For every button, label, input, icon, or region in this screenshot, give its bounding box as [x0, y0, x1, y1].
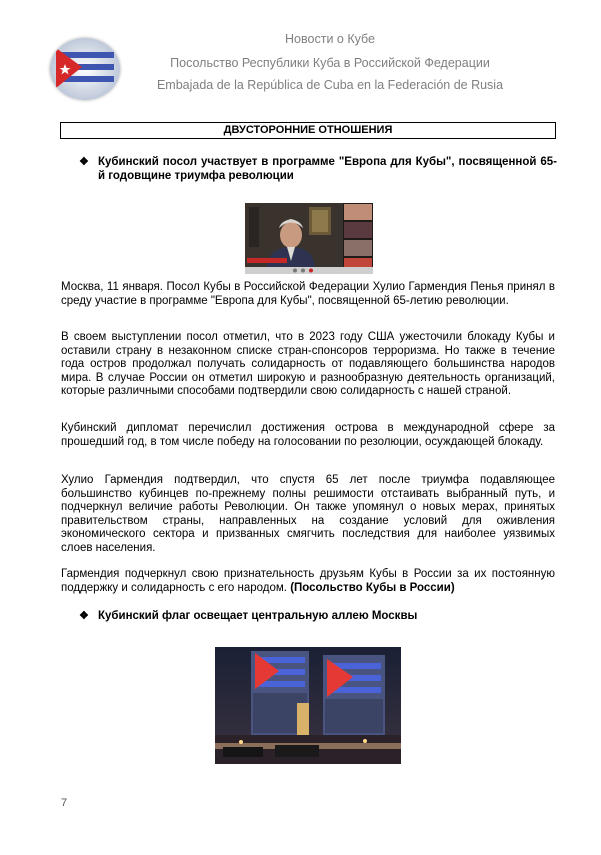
- paragraph-2: В своем выступлении посол отметил, что в 2023 году США ужесточили блокаду Кубы и оставили страну в незаконном списке стран-спонсоров терроризма. Но также в течение года остров продолжал получать солидарность от подавляющего большинства народов мира. В случае России он отметил широкую и разнообразную деятельность организаций, которые различными способами подтвердили свою солидарность с нашей страной.: [61, 331, 555, 397]
- article-2-headline: Кубинский флаг освещает центральную аллею Москвы: [98, 610, 418, 622]
- header-embassy-ru: Посольство Республики Куба в Российской Федерации: [170, 56, 490, 70]
- header-title: Новости о Кубе: [285, 32, 375, 46]
- article-1-headline: Кубинский посол участвует в программе "Европа для Кубы", посвященной 65-й годовщине триумфа революции: [98, 156, 557, 182]
- paragraph-3: Кубинский дипломат перечислил достижения острова в международной сфере за прошедший год, в том числе победу на голосовании по резолюции, осуждающей блокаду.: [61, 422, 555, 448]
- article-1-headline-row: [79, 155, 557, 183]
- article-2-headline-row: [79, 609, 557, 623]
- paragraph-5: [61, 568, 555, 595]
- bullet-icon: ❖: [79, 610, 89, 622]
- embassy-logo: [50, 38, 120, 100]
- paragraph-1: Москва, 11 января. Посол Кубы в Российской Федерации Хулио Гармендия Пенья принял в среду участие в программе "Европа для Кубы", посвященной 65-летию революции.: [61, 281, 555, 307]
- article-1-source: (Посольство Кубы в России): [290, 581, 455, 594]
- flag-building-photo: [215, 647, 401, 764]
- paragraph-4: Хулио Гармендия подтвердил, что спустя 65 лет после триумфа подавляющее большинство кубинцев по-прежнему полны решимости отстаивать выбранный путь, и подчеркнул величие работы Революции. Он также упомянул о новых мерах, принятых правительством страны, направленных на создание условий для оживления экономического сектора и призванных смягчить последствия для наиболее уязвимых слоев населения.: [61, 474, 555, 554]
- page-number: 7: [61, 797, 68, 809]
- video-call-photo: [245, 203, 373, 274]
- header-embassy-es: Embajada de la República de Cuba en la Federación de Rusia: [156, 78, 504, 92]
- bullet-icon: ❖: [79, 156, 89, 168]
- section-title: ДВУСТОРОННИЕ ОТНОШЕНИЯ: [60, 122, 556, 139]
- paragraph-5-text: Гармендия подчеркнул свою признательность друзьям Кубы в России за их постоянную поддержку и солидарность с его народом.: [61, 568, 555, 594]
